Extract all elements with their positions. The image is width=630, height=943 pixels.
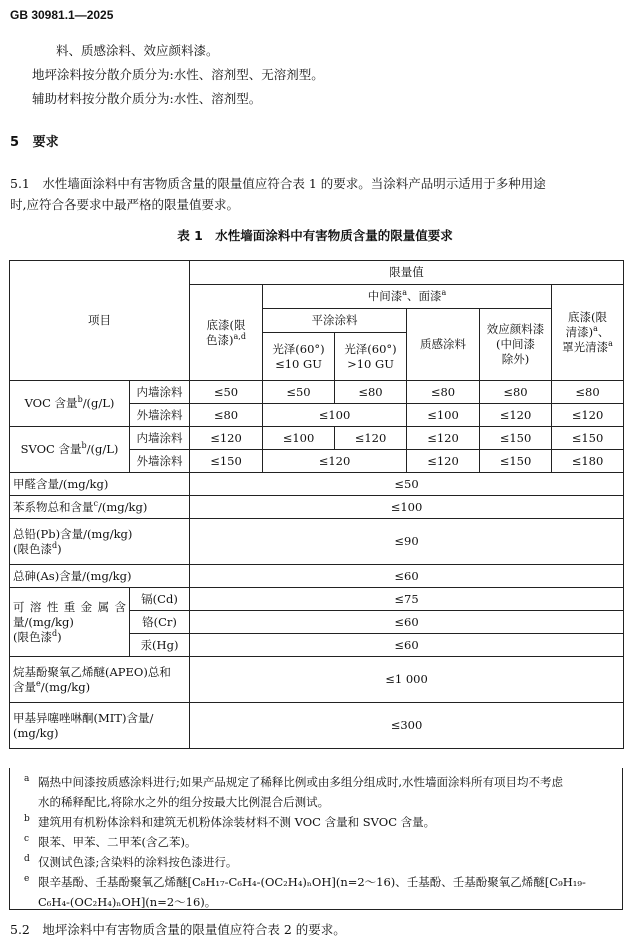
- cd-value: ≤75: [190, 588, 624, 611]
- row-mit-label: 甲基异噻唑啉酮(MIT)含量/ (mg/kg): [10, 703, 190, 749]
- table-caption: 表 1 水性墙面涂料中有害物质含量的限量值要求: [177, 228, 453, 243]
- row-interior-label: 内墙涂料: [130, 381, 190, 404]
- limits-table: [9, 260, 624, 749]
- footnote: a 隔热中间漆按质感涂料进行;如果产品规定了稀释比例或由多组分组成时,水性墙面涂料所有项目均不考虑: [24, 774, 564, 789]
- row-hg-label: 汞(Hg): [130, 634, 190, 657]
- row-lead-label: 总铅(Pb)含量/(mg/kg) (限色漆$^d$): [10, 519, 190, 565]
- row-svoc-label: SVOC 含量$^b$/(g/L): [10, 427, 130, 473]
- svoc-int-cell: ≤100: [263, 427, 335, 450]
- row-benzene-label: 苯系物总和含量$^c$/(mg/kg): [10, 496, 190, 519]
- section-title: 要求: [32, 135, 59, 150]
- row-exterior-label: 外墙涂料: [130, 404, 190, 427]
- svoc-int-cell: ≤120: [407, 427, 480, 450]
- para-5-1-line-2: 时,应符合各要求中最严格的限量值要求。: [10, 197, 239, 212]
- para-5-1-line-1: 5.1 水性墙面涂料中有害物质含量的限量值应符合表 1 的要求。当涂料产品明示适用于多种用途: [10, 176, 546, 191]
- row-arsenic-label: 总砷(As)含量/(mg/kg): [10, 565, 190, 588]
- header-effect-paint: 效应颜料漆 (中间漆 除外): [480, 309, 552, 381]
- table-footnotes: [9, 768, 623, 910]
- voc-int-cell: ≤80: [407, 381, 480, 404]
- intro-line-1: 料、质感涂料、效应颜料漆。: [56, 43, 219, 58]
- footnote: e 限辛基酚、壬基酚聚氧乙烯醚[C₈H₁₇-C₆H₄-(OC₂H₄)ₙOH](n=2～16)、壬基酚、壬基酚聚氧乙烯醚[C₉H₁₉-: [24, 874, 586, 889]
- svoc-ext-cell: ≤180: [552, 450, 624, 473]
- header-flat-coating: 平涂涂料: [263, 309, 407, 333]
- header-item: 项目: [10, 261, 190, 381]
- svoc-int-cell: ≤150: [480, 427, 552, 450]
- voc-ext-cell: ≤100: [263, 404, 407, 427]
- mit-value: ≤300: [190, 703, 624, 749]
- voc-int-cell: ≤80: [552, 381, 624, 404]
- footnote: c 限苯、甲苯、二甲苯(含乙苯)。: [24, 834, 197, 849]
- row-cd-label: 镉(Cd): [130, 588, 190, 611]
- svoc-int-cell: ≤120: [190, 427, 263, 450]
- header-mid-top: 中间漆$^a$、面漆$^a$: [263, 285, 552, 309]
- footnote: C₆H₄-(OC₂H₄)ₙOH](n=2～16)。: [38, 895, 217, 909]
- voc-int-cell: ≤50: [190, 381, 263, 404]
- section-heading: [10, 131, 59, 150]
- cr-value: ≤60: [190, 611, 624, 634]
- header-limit: 限量值: [190, 261, 624, 285]
- para-5-2: 5.2 地坪涂料中有害物质含量的限量值应符合表 2 的要求。: [10, 922, 346, 937]
- benzene-value: ≤100: [190, 496, 624, 519]
- row-exterior-label: 外墙涂料: [130, 450, 190, 473]
- header-texture-coating: 质感涂料: [407, 309, 480, 381]
- header-primer-color: 底漆(限 色漆)$^{a,d}$: [190, 285, 263, 381]
- svoc-int-cell: ≤120: [335, 427, 407, 450]
- row-apeo-label: 烷基酚聚氧乙烯醚(APEO)总和 含量$^e$/(mg/kg): [10, 657, 190, 703]
- row-formaldehyde-label: 甲醛含量/(mg/kg): [10, 473, 190, 496]
- svoc-int-cell: ≤150: [552, 427, 624, 450]
- voc-ext-cell: ≤80: [190, 404, 263, 427]
- header-gloss-high: 光泽(60°) >10 GU: [335, 333, 407, 381]
- voc-ext-cell: ≤120: [552, 404, 624, 427]
- svoc-ext-cell: ≤120: [263, 450, 407, 473]
- row-voc-label: VOC 含量$^b$/(g/L): [10, 381, 130, 427]
- svoc-ext-cell: ≤150: [190, 450, 263, 473]
- voc-int-cell: ≤80: [480, 381, 552, 404]
- intro-line-2: 地坪涂料按分散介质分为:水性、溶剂型、无溶剂型。: [32, 67, 324, 82]
- lead-value: ≤90: [190, 519, 624, 565]
- standard-number: GB 30981.1—2025: [10, 8, 114, 22]
- voc-ext-cell: ≤100: [407, 404, 480, 427]
- formaldehyde-value: ≤50: [190, 473, 624, 496]
- intro-line-3: 辅助材料按分散介质分为:水性、溶剂型。: [32, 91, 262, 106]
- row-interior-label: 内墙涂料: [130, 427, 190, 450]
- arsenic-value: ≤60: [190, 565, 624, 588]
- voc-ext-cell: ≤120: [480, 404, 552, 427]
- footnote: 水的稀释配比,将除水之外的组分按最大比例混合后测试。: [38, 795, 330, 809]
- section-number: 5: [10, 135, 20, 150]
- row-cr-label: 铬(Cr): [130, 611, 190, 634]
- svoc-ext-cell: ≤120: [407, 450, 480, 473]
- footnote: d 仅测试色漆;含染料的涂料按色漆进行。: [24, 854, 238, 869]
- header-primer-clear: 底漆(限 清漆)$^a$、 罩光清漆$^a$: [552, 285, 624, 381]
- row-heavy-metal-label: 可溶性重金属含 量/(mg/kg) (限色漆$^d$): [10, 588, 130, 657]
- apeo-value: ≤1 000: [190, 657, 624, 703]
- voc-int-cell: ≤50: [263, 381, 335, 404]
- hg-value: ≤60: [190, 634, 624, 657]
- svoc-ext-cell: ≤150: [480, 450, 552, 473]
- header-gloss-low: 光泽(60°) ≤10 GU: [263, 333, 335, 381]
- footnote: b 建筑用有机粉体涂料和建筑无机粉体涂装材料不测 VOC 含量和 SVOC 含量。: [24, 814, 436, 829]
- voc-int-cell: ≤80: [335, 381, 407, 404]
